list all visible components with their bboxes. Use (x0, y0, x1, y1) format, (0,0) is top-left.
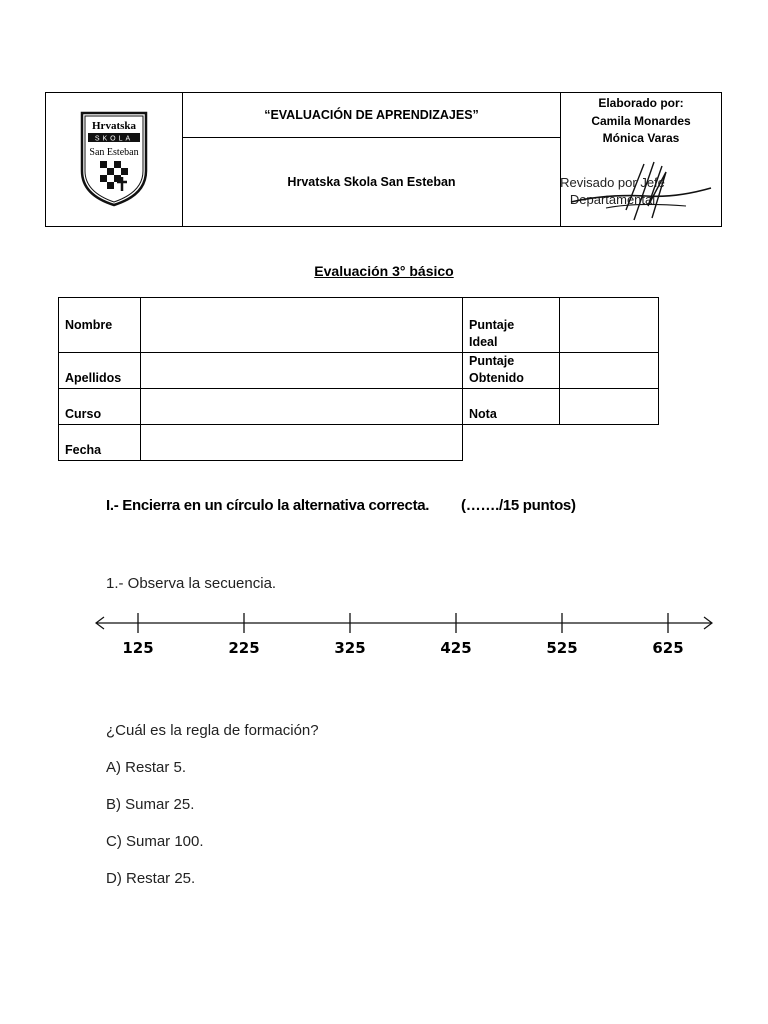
section-heading (106, 497, 576, 514)
number-line (90, 604, 720, 664)
nombre-label: Nombre (65, 318, 113, 332)
option-a[interactable]: A) Restar 5. (106, 759, 187, 776)
curso-field[interactable] (140, 388, 463, 425)
number-line-label: 225 (228, 639, 260, 657)
puntaje-ideal-label (469, 317, 514, 351)
nota-label: Nota (469, 407, 497, 421)
number-line-label: 425 (440, 639, 472, 657)
number-line-label: 525 (546, 639, 578, 657)
question-text: ¿Cuál es la regla de formación? (106, 722, 319, 739)
number-line-label: 625 (652, 639, 684, 657)
apellidos-label: Apellidos (65, 371, 122, 385)
section-title: I.- Encierra en un círculo la alternativa correcta. (106, 497, 430, 514)
elaborado-label: Elaborado por: (598, 96, 684, 110)
logo-text-hrvatska: Hrvatska (92, 120, 136, 132)
apellidos-field[interactable] (140, 352, 463, 389)
school-name-text: Hrvatska Skola San Esteban (287, 175, 456, 189)
option-c[interactable]: C) Sumar 100. (106, 833, 204, 850)
evaluation-subtitle-text: Evaluación 3° básico (314, 263, 454, 279)
question-prompt: 1.- Observa la secuencia. (106, 575, 277, 592)
label-line: Obtenido (469, 371, 524, 385)
label-line: Puntaje (469, 354, 515, 368)
school-logo (46, 93, 182, 226)
author-name: Camila Monardes (591, 113, 691, 128)
option-b[interactable]: B) Sumar 25. (106, 796, 195, 813)
curso-label: Curso (65, 407, 102, 421)
puntaje-obtenido-label (469, 353, 524, 387)
label-line: Ideal (469, 335, 498, 349)
revisado-line: Revisado por Jefe (560, 175, 665, 190)
fecha-field[interactable] (140, 424, 463, 461)
label-line: Puntaje (469, 318, 515, 332)
evaluation-subtitle (0, 263, 768, 279)
number-line-label: 125 (122, 639, 154, 657)
author-name: Mónica Varas (602, 131, 680, 145)
revisado-line: Departamental (569, 192, 656, 207)
puntaje-ideal-field[interactable] (559, 297, 659, 353)
fecha-label: Fecha (65, 443, 102, 457)
nota-field[interactable] (559, 388, 659, 425)
option-d[interactable]: D) Restar 25. (106, 870, 196, 887)
section-points: (……./15 puntos) (461, 497, 576, 514)
document-title-text: “EVALUACIÓN DE APRENDIZAJES” (264, 108, 479, 122)
logo-text-san-esteban: San Esteban (89, 147, 139, 158)
nombre-field[interactable] (140, 297, 463, 353)
signature-scribble (566, 158, 716, 230)
school-name (183, 138, 560, 226)
logo-text-skola: SKOLA (94, 135, 134, 143)
puntaje-obtenido-field[interactable] (559, 352, 659, 389)
document-title (183, 93, 560, 137)
number-line-label: 325 (334, 639, 366, 657)
